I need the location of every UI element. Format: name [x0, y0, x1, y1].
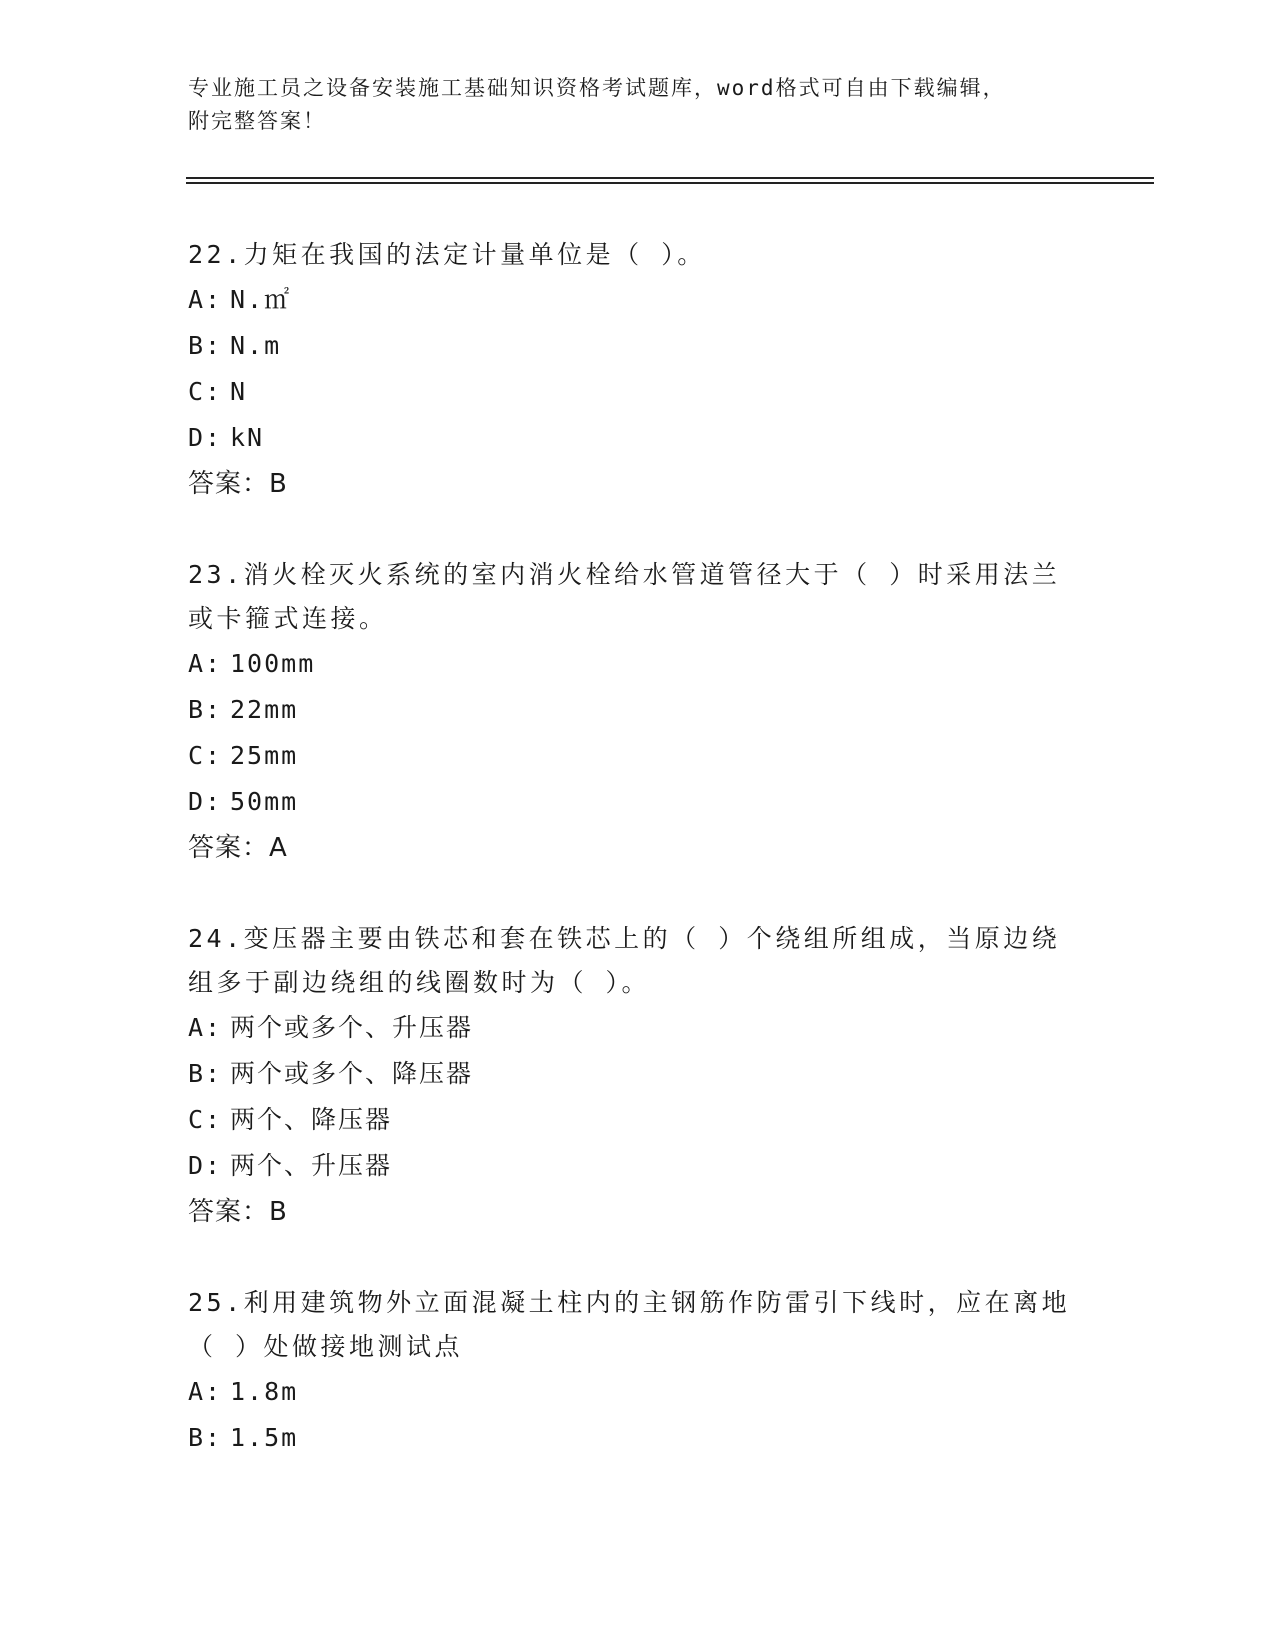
option-letter: A: — [188, 1013, 223, 1042]
option-text: 两个、升压器 — [230, 1151, 393, 1180]
option-c — [188, 369, 1088, 415]
question-stem-continued: （ ）处做接地测试点 — [188, 1332, 464, 1361]
option-d — [188, 779, 1088, 825]
option-text: kN — [230, 423, 265, 452]
option-d — [188, 415, 1088, 461]
option-b — [188, 323, 1088, 369]
option-text: 两个、降压器 — [230, 1105, 393, 1134]
option-a — [188, 1369, 1088, 1415]
question-22 — [188, 233, 1088, 507]
option-letter: B: — [188, 331, 223, 360]
option-b — [188, 687, 1088, 733]
option-letter: B: — [188, 695, 223, 724]
question-23 — [188, 553, 1088, 871]
option-letter: B: — [188, 1423, 223, 1452]
option-letter: A: — [188, 285, 223, 314]
question-stem-continued: 或卡箍式连接。 — [188, 604, 388, 633]
header-divider-top — [186, 177, 1154, 179]
option-letter: D: — [188, 787, 223, 816]
option-a — [188, 1005, 1088, 1051]
option-a — [188, 277, 1088, 323]
option-b — [188, 1415, 1088, 1461]
option-c — [188, 1097, 1088, 1143]
question-25 — [188, 1281, 1088, 1461]
option-letter: C: — [188, 741, 223, 770]
option-text: 1.5m — [230, 1423, 299, 1452]
page-header — [188, 72, 1068, 138]
option-letter: C: — [188, 1105, 223, 1134]
header-line-2: 附完整答案！ — [188, 109, 326, 133]
question-stem: 23.消火栓灭火系统的室内消火栓给水管道管径大于（ ）时采用法兰 — [188, 560, 1061, 589]
option-d — [188, 1143, 1088, 1189]
question-stem: 25.利用建筑物外立面混凝土柱内的主钢筋作防雷引下线时，应在离地 — [188, 1288, 1071, 1317]
question-list — [188, 233, 1088, 1507]
option-letter: A: — [188, 1377, 223, 1406]
question-stem: 22.力矩在我国的法定计量单位是（ ）。 — [188, 240, 706, 269]
question-24 — [188, 917, 1088, 1235]
option-text: 25mm — [230, 741, 299, 770]
answer-label: 答案：A — [188, 833, 288, 863]
option-text: 100mm — [230, 649, 316, 678]
option-text: N.㎡ — [230, 285, 292, 314]
option-letter: A: — [188, 649, 223, 678]
question-stem-continued: 组多于副边绕组的线圈数时为（ ）。 — [188, 968, 651, 997]
option-text: N.m — [230, 331, 282, 360]
option-letter: D: — [188, 1151, 223, 1180]
header-line-1: 专业施工员之设备安装施工基础知识资格考试题库，word格式可自由下载编辑， — [188, 76, 1006, 100]
answer-label: 答案：B — [188, 469, 288, 499]
option-text: 1.8m — [230, 1377, 299, 1406]
option-text: 两个或多个、升压器 — [230, 1013, 474, 1042]
option-a — [188, 641, 1088, 687]
option-text: 50mm — [230, 787, 299, 816]
option-letter: B: — [188, 1059, 223, 1088]
option-letter: C: — [188, 377, 223, 406]
answer-label: 答案：B — [188, 1197, 288, 1227]
option-b — [188, 1051, 1088, 1097]
option-c — [188, 733, 1088, 779]
option-text: N — [230, 377, 248, 406]
question-stem: 24.变压器主要由铁芯和套在铁芯上的（ ）个绕组所组成，当原边绕 — [188, 924, 1061, 953]
option-letter: D: — [188, 423, 223, 452]
option-text: 22mm — [230, 695, 299, 724]
option-text: 两个或多个、降压器 — [230, 1059, 474, 1088]
header-divider-bottom — [186, 182, 1154, 184]
